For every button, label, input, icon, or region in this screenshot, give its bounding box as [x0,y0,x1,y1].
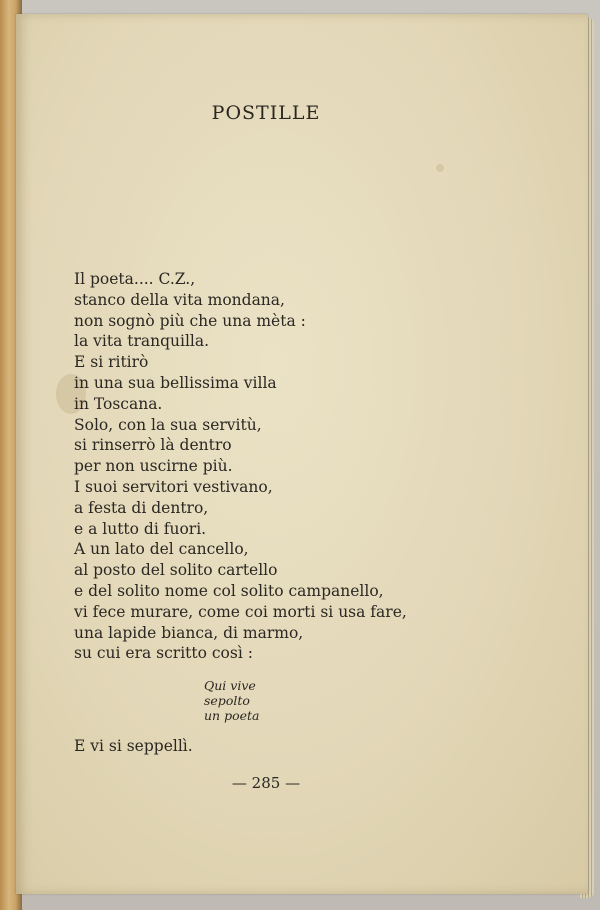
poem-line: stanco della vita mondana, [74,290,285,309]
poem-line: la vita tranquilla. [74,332,210,351]
poem-line: su cui era scritto così : [74,644,253,663]
paper-stain [436,164,444,172]
epitaph-line: Qui vive [204,678,256,693]
page-number: — 285 — [231,774,301,792]
page-title: POSTILLE [211,102,321,124]
book-page [16,14,588,894]
poem-line: I suoi servitori vestivano, [74,477,273,496]
poem-line: si rinserrò là dentro [74,436,232,455]
poem-line: una lapide bianca, di marmo, [74,623,304,642]
poem-line: Il poeta.... C.Z., [74,270,196,288]
poem-line: Solo, con la sua servitù, [74,415,262,434]
epitaph-line: sepolto [204,693,250,708]
epitaph-inscription [204,678,259,723]
poem-line: a festa di dentro, [74,498,209,517]
poem-line: al posto del solito cartello [74,561,278,580]
poem-line: non sognò più che una mèta : [74,311,306,330]
epitaph-line: un poeta [204,708,260,723]
poem-body [74,269,407,664]
poem-line: E si ritirò [74,353,149,372]
closing-line: E vi si seppellì. [74,737,193,755]
poem-line: A un lato del cancello, [74,540,249,559]
poem-line: e a lutto di fuori. [74,519,207,538]
poem-line: in Toscana. [74,394,163,413]
poem-line: e del solito nome col solito campanello, [74,581,384,600]
poem-line: per non uscirne più. [74,457,233,476]
poem-line: in una sua bellissima villa [74,373,277,392]
poem-line: vi fece murare, come coi morti si usa fare, [74,602,407,621]
